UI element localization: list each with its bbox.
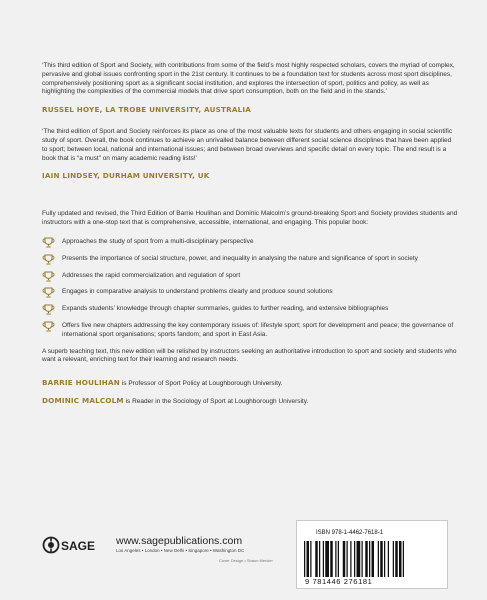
barcode-bar (335, 541, 336, 577)
sage-logo (42, 535, 96, 555)
barcode-bar (310, 541, 311, 577)
barcode-bar (369, 541, 370, 577)
author-name: BARRIE HOULIHAN (42, 378, 121, 388)
barcode-bar (343, 541, 346, 577)
list-item-text: Expands students’ knowledge through chapter summaries, guides to further reading, and extensive bibliographies (62, 305, 389, 313)
trophy-icon (42, 237, 55, 248)
barcode-bar (354, 541, 355, 577)
author-bio-text: is Professor of Sport Policy at Loughborough University. (120, 380, 283, 388)
barcode-bar (403, 541, 404, 577)
trophy-icon (42, 271, 55, 282)
barcode-bar (399, 541, 402, 577)
review-attribution-2: IAIN LINDSEY, DURHAM UNIVERSITY, UK (42, 171, 210, 181)
list-item (42, 288, 458, 297)
closing-paragraph: A superb teaching text, this new edition will be relished by instructors seeking an authoritative introduction to sport and society and students who want a relevant, enriching text for their learning and research needs. (42, 347, 457, 364)
barcode-bar (362, 541, 363, 577)
barcode-bar (357, 541, 361, 577)
barcode-bar (338, 541, 339, 577)
author-bio-text: is Reader in the Sociology of Sport at Loughborough University. (123, 397, 309, 405)
trophy-icon (42, 254, 55, 265)
list-item (42, 255, 458, 264)
barcode (304, 541, 438, 577)
barcode-bar (388, 541, 389, 577)
author-bio-1 (42, 379, 458, 389)
barcode-bar (325, 541, 329, 577)
list-item-text: Addresses the rapid commercialization and regulation of sport (62, 271, 241, 279)
barcode-bar (315, 541, 318, 577)
publisher-url[interactable]: www.sagepublications.com (116, 535, 243, 547)
barcode-bar (372, 541, 375, 577)
barcode-bar (395, 541, 398, 577)
list-item-text: Offers five new chapters addressing the key contemporary issues of: lifestyle sport; sport for development and peace; the governance of international sport organisations; sports fandom; and sport in East Asia. (62, 321, 454, 338)
feature-list (42, 238, 458, 340)
content-column (42, 0, 458, 407)
list-item-text: Engages in comparative analysis to understand problems clearly and produce sound solutions (62, 288, 333, 296)
list-item (42, 238, 458, 247)
isbn-text: ISBN 978-1-4462-7618-1 (316, 530, 384, 536)
list-item-text: Presents the importance of social structure, power, and inequality in analysing the nature and significance of sport in society (62, 254, 418, 262)
barcode-bar (319, 541, 320, 577)
barcode-bar (330, 541, 333, 577)
trophy-icon (42, 304, 55, 315)
sage-wordmark: SAGE (61, 539, 96, 553)
barcode-bar (307, 541, 310, 577)
trophy-icon (42, 287, 55, 298)
barcode-bar (350, 541, 351, 577)
barcode-bar (323, 541, 324, 577)
review-quote-1: ‘This third edition of Sport and Society, with contributions from some of the field’s most highly respected scholars, covers the myriad of complex, pervasive and global issues confronting sport in the 21st century. It continues to be a foundation text for students across most sport disciplines, comprehensively positioning sport as a significant social institution, and explores the intersection of sport, politics and policy, as well as highlighting the complexities of the commercial models that drive sport consumption, both on the field and in the stands.’ (42, 62, 455, 96)
barcode-bar (347, 541, 348, 577)
barcode-digits: 9 781446 276181 (305, 577, 373, 586)
book-description: Fully updated and revised, the Third Edition of Barrie Houlihan and Dominic Malcolm’s ground-breaking Sport and Society provides students and instructors with a one-stop text that is comprehensive, accessible, international, and engaging. This popular book: (42, 210, 458, 227)
barcode-bar (378, 541, 379, 577)
author-bio-2 (42, 397, 458, 407)
barcode-bar (304, 541, 305, 577)
cover-credit: Cover Design • Shaun Mercier (219, 558, 273, 563)
barcode-bar (365, 541, 368, 577)
list-item (42, 322, 458, 340)
barcode-bar (380, 541, 383, 577)
list-item (42, 305, 458, 314)
review-attribution-1: RUSSEL HOYE, LA TROBE UNIVERSITY, AUSTRALIA (42, 105, 251, 115)
barcode-bar (393, 541, 394, 577)
list-item-text: Approaches the study of sport from a multi-disciplinary perspective (62, 237, 254, 245)
barcode-bar (384, 541, 385, 577)
author-name: DOMINIC MALCOLM (42, 395, 124, 405)
review-quote-2: ‘The third edition of Sport and Society reinforces its place as one of the most valuable texts for students and others engaging in social scientific study of sport. Overall, the book continues to achieve an unrivalled balance between different social science disciplines that have been applied to sport; between local, national and international issues; and between broad overviews and specific detail on every topic. The end result is a book that is “a must” on many academic reading lists!’ (42, 128, 453, 162)
publisher-cities: Los Angeles • London • New Delhi • Singapore • Washington DC (116, 548, 245, 553)
trophy-icon (42, 321, 55, 332)
list-item (42, 272, 458, 281)
